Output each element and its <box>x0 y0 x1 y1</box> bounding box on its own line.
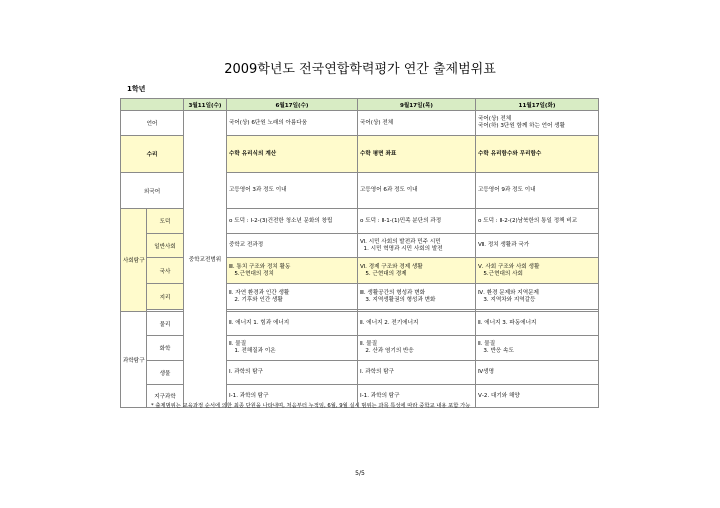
subject-label: 국사 <box>147 258 184 284</box>
group-label-science: 과학탐구 <box>121 312 147 408</box>
subject-label: 물리 <box>147 312 184 336</box>
cell-line: 3. 지역생활권의 형성과 변화 <box>360 296 436 303</box>
cell-line: Ⅱ. 에너지 1. 힘과 에너지 <box>229 320 290 326</box>
cell-june <box>227 336 358 361</box>
cell-line: Ⅰ. 과학의 탐구 <box>229 369 264 375</box>
cell-nov <box>476 336 599 361</box>
cell-line: Ⅵ. 경제 구조와 경제 생활 <box>360 263 423 270</box>
cell-nov <box>476 385 599 408</box>
cell-nov <box>476 111 599 136</box>
cell-nov <box>476 361 599 385</box>
cell-line: 2. 산과 염기의 반응 <box>360 348 414 354</box>
cell-nov <box>476 209 599 234</box>
cell-line: 수학 유리식의 계산 <box>229 150 277 157</box>
cell-june <box>227 209 358 234</box>
grade-label: 1학년 <box>127 85 146 93</box>
cell-sept <box>358 312 476 336</box>
cell-line: 3. 반응 속도 <box>478 348 514 354</box>
cell-sept <box>358 111 476 136</box>
cell-sept <box>358 209 476 234</box>
page-title: 2009학년도 전국연합학력평가 연간 출제범위표 <box>224 62 496 77</box>
cell-line: o 도덕 : Ⅰ-2-(3)건전한 청소년 문화의 창립 <box>229 217 333 224</box>
cell-line: 고등영어 9과 정도 이내 <box>478 187 536 193</box>
table-row <box>121 111 599 136</box>
cell-line: Ⅱ. 에너지 2. 전기에너지 <box>360 320 419 326</box>
cell-line: Ⅲ. 생활공간의 형성과 변화 <box>360 289 426 296</box>
cell-line: 1. 시민 혁명과 시민 사회의 발전 <box>360 245 443 252</box>
cell-line: o 도덕 : Ⅱ-2-(2)남북한의 통일 정책 비교 <box>478 217 578 224</box>
header-june: 6월17일(수) <box>227 99 358 111</box>
cell-june <box>227 136 358 173</box>
cell-line: 5.근현대의 정치 <box>229 270 274 277</box>
cell-line: Ⅳ생명 <box>478 369 494 375</box>
cell-line: 국어(상) 6단원 노래의 아름다움 <box>229 119 308 126</box>
cell-line: Ⅰ-1. 과학의 탐구 <box>229 392 269 399</box>
cell-june <box>227 284 358 310</box>
cell-june <box>227 111 358 136</box>
subject-label: 일반사회 <box>147 234 184 258</box>
cell-line: 국어(하) 3단원 함께 하는 언어 생활 <box>478 123 566 129</box>
cell-line: 2. 기후와 인간 생활 <box>229 296 283 303</box>
header-march: 3월11일(수) <box>184 99 227 111</box>
cell-sept <box>358 234 476 258</box>
cell-sept <box>358 258 476 284</box>
group-label-social: 사회탐구 <box>121 209 147 312</box>
cell-sept <box>358 284 476 310</box>
subject-label: 화학 <box>147 336 184 361</box>
cell-line: Ⅳ. 환경 문제와 지역문제 <box>478 289 539 296</box>
cell-line: 3. 지역차와 지역갈등 <box>478 296 536 303</box>
cell-line: 1. 전해질과 이온 <box>229 348 276 354</box>
schedule-table <box>120 98 599 408</box>
subject-label: 생물 <box>147 361 184 385</box>
cell-line: 국어(상) 전체 <box>360 119 394 126</box>
header-blank <box>121 99 184 111</box>
cell-line: Ⅴ-2. 대기와 해양 <box>478 392 520 399</box>
cell-line: Ⅱ. 에너지 3. 파동에너지 <box>478 320 537 326</box>
cell-line: Ⅶ. 정치 생활과 국가 <box>478 242 530 248</box>
cell-line: Ⅱ. 물질 <box>360 341 378 347</box>
cell-sept <box>358 173 476 209</box>
page-number: 5/5 <box>355 470 365 477</box>
cell-sept <box>358 336 476 361</box>
subject-label: 지구과학 <box>147 385 184 408</box>
cell-line: o 도덕 : Ⅱ-1-(1)민족 분단의 과정 <box>360 217 442 224</box>
cell-nov <box>476 136 599 173</box>
cell-line: 수학 평면 좌표 <box>360 150 397 157</box>
subject-label: 수리 <box>121 136 184 173</box>
cell-june <box>227 173 358 209</box>
header-sept: 9월17일(목) <box>358 99 476 111</box>
header-row <box>121 99 599 111</box>
cell-line: 중학교 전과정 <box>229 242 264 248</box>
cell-nov <box>476 284 599 310</box>
cell-line: Ⅴ. 사회 구조와 사회 생활 <box>478 263 540 270</box>
subject-label: 언어 <box>121 111 184 136</box>
header-nov: 11월17일(화) <box>476 99 599 111</box>
footnote: * 출제범위는 교육과정 순서에 의한 최종 단원을 나타내며, 처음부터 누적임, 6월, 9월 실시 범위는 과목 특성에 따라 중학교 내용 포함 가능 <box>151 403 471 409</box>
cell-nov <box>476 312 599 336</box>
cell-line: Ⅲ. 통치 구조와 정치 활동 <box>229 263 291 270</box>
cell-line: 수학 유리함수와 무리함수 <box>478 150 542 157</box>
cell-june <box>227 258 358 284</box>
cell-nov <box>476 234 599 258</box>
subject-label: 지리 <box>147 284 184 310</box>
cell-nov <box>476 258 599 284</box>
cell-line: Ⅵ. 시민 사회의 발전과 민주 시민 <box>360 238 441 245</box>
cell-line: 고등영어 3과 정도 이내 <box>229 187 287 193</box>
subject-label: 도덕 <box>147 209 184 234</box>
cell-line: Ⅰ-1. 과학의 탐구 <box>360 392 400 399</box>
cell-june <box>227 312 358 336</box>
cell-sept <box>358 361 476 385</box>
cell-june <box>227 361 358 385</box>
cell-line: 국어(상) 전체 <box>478 116 512 122</box>
cell-sept <box>358 136 476 173</box>
cell-line: Ⅱ. 자연 환경과 인간 생활 <box>229 289 290 296</box>
cell-line: 5.근현대의 사회 <box>478 270 523 277</box>
cell-line: Ⅱ. 물질 <box>478 341 496 347</box>
subject-label: 외국어 <box>121 173 184 209</box>
cell-line: Ⅰ. 과학의 탐구 <box>360 369 395 375</box>
cell-line: 고등영어 6과 정도 이내 <box>360 187 418 193</box>
cell-line: 5. 근현대의 경제 <box>360 270 407 277</box>
cell-line: Ⅱ. 물질 <box>229 341 247 347</box>
march-range: 중학교전범위 <box>184 111 227 408</box>
cell-nov <box>476 173 599 209</box>
cell-june <box>227 234 358 258</box>
